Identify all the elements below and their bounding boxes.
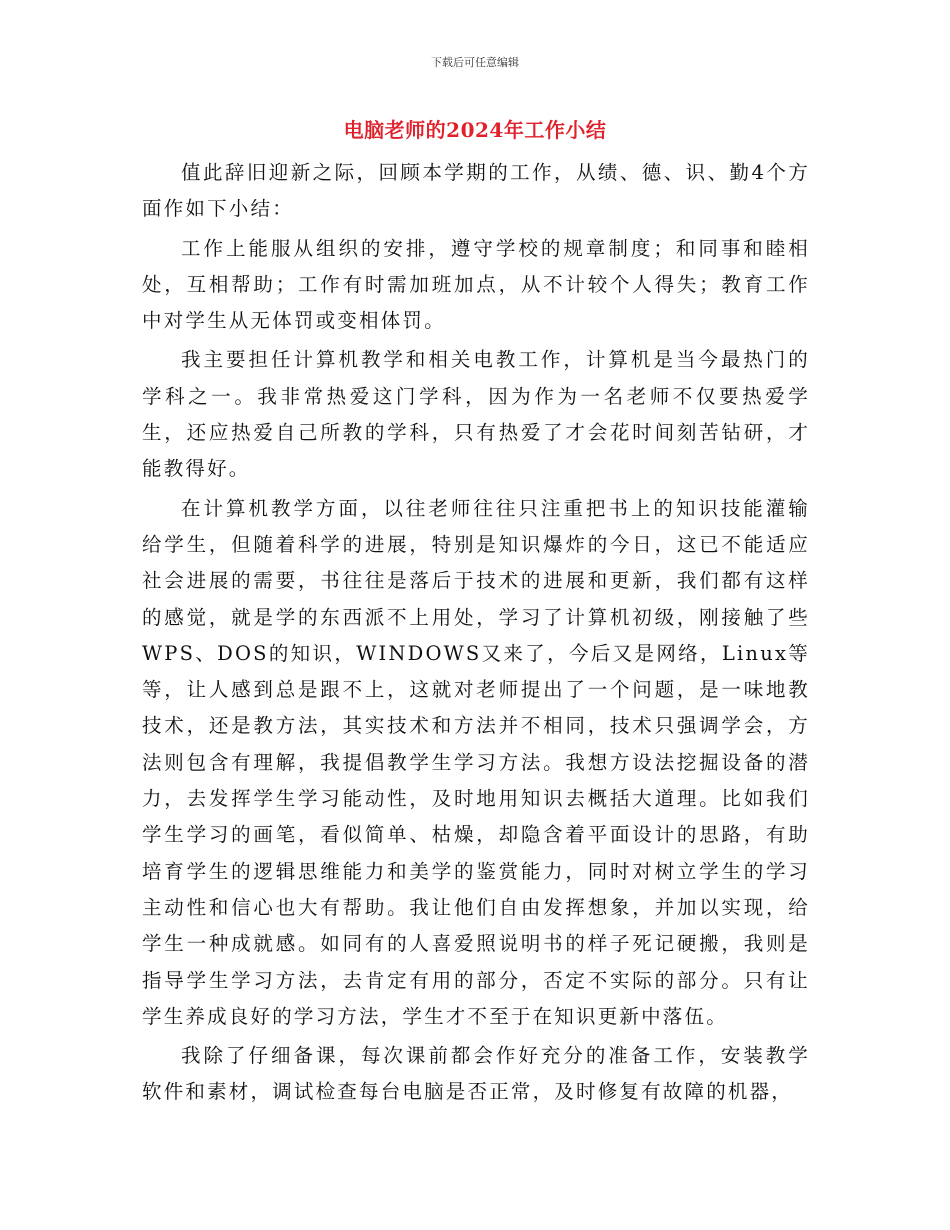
paragraph-intro: 值此辞旧迎新之际，回顾本学期的工作，从绩、德、识、勤4个方面作如下小结： <box>142 161 810 221</box>
paragraph-teaching-method: 在计算机教学方面，以往老师往往只注重把书上的知识技能灌输给学生，但随着科学的进展，特别是知识爆炸的今日，这已不能适应社会进展的需要，书往往是落后于技术的进展和更新，我们都有这样的感觉，就是学的东西派不上用处，学习了计算机初级，刚接触了些WPS、DOS的知识，WINDOWS又来了，今后又是网络，Linux等等，让人感到总是跟不上，这就对老师提出了一个问题，是一味地教技术，还是教方法，其实技术和方法并不相同，技术只强调学会，方法则包含有理解，我提倡教学生学习方法。我想方设法挖掘设备的潜力，去发挥学生学习能动性，及时地用知识去概括大道理。比如我们学生学习的画笔，看似简单、枯燥，却隐含着平面设计的思路，有助培育学生的逻辑思维能力和美学的鉴赏能力，同时对树立学生的学习主动性和信心也大有帮助。我让他们自由发挥想象，并加以实现，给学生一种成就感。如同有的人喜爱照说明书的样子死记硬搬，我则是指导学生学习方法，去肯定有用的部分，否定不实际的部分。只有让学生养成良好的学习方法，学生才不至于在知识更新中落伍。 <box>142 496 810 1028</box>
header-note: 下载后可任意编辑 <box>431 56 519 69</box>
paragraph-role: 我主要担任计算机教学和相关电教工作，计算机是当今最热门的学科之一。我非常热爱这门学科，因为作为一名老师不仅要热爱学生，还应热爱自己所教的学科，只有热爱了才会花时间刻苦钻研，才能教得好。 <box>142 348 810 481</box>
paragraph-preparation: 我除了仔细备课，每次课前都会作好充分的准备工作，安装教学软件和素材，调试检查每台电脑是否正常，及时修复有故障的机器， <box>142 1044 810 1104</box>
document-body <box>142 155 810 1114</box>
document-title: 电脑老师的2024年工作小结 <box>343 118 607 142</box>
paragraph-conduct: 工作上能服从组织的安排，遵守学校的规章制度；和同事和睦相处，互相帮助；工作有时需加班加点，从不计较个人得失；教育工作中对学生从无体罚或变相体罚。 <box>142 236 810 333</box>
